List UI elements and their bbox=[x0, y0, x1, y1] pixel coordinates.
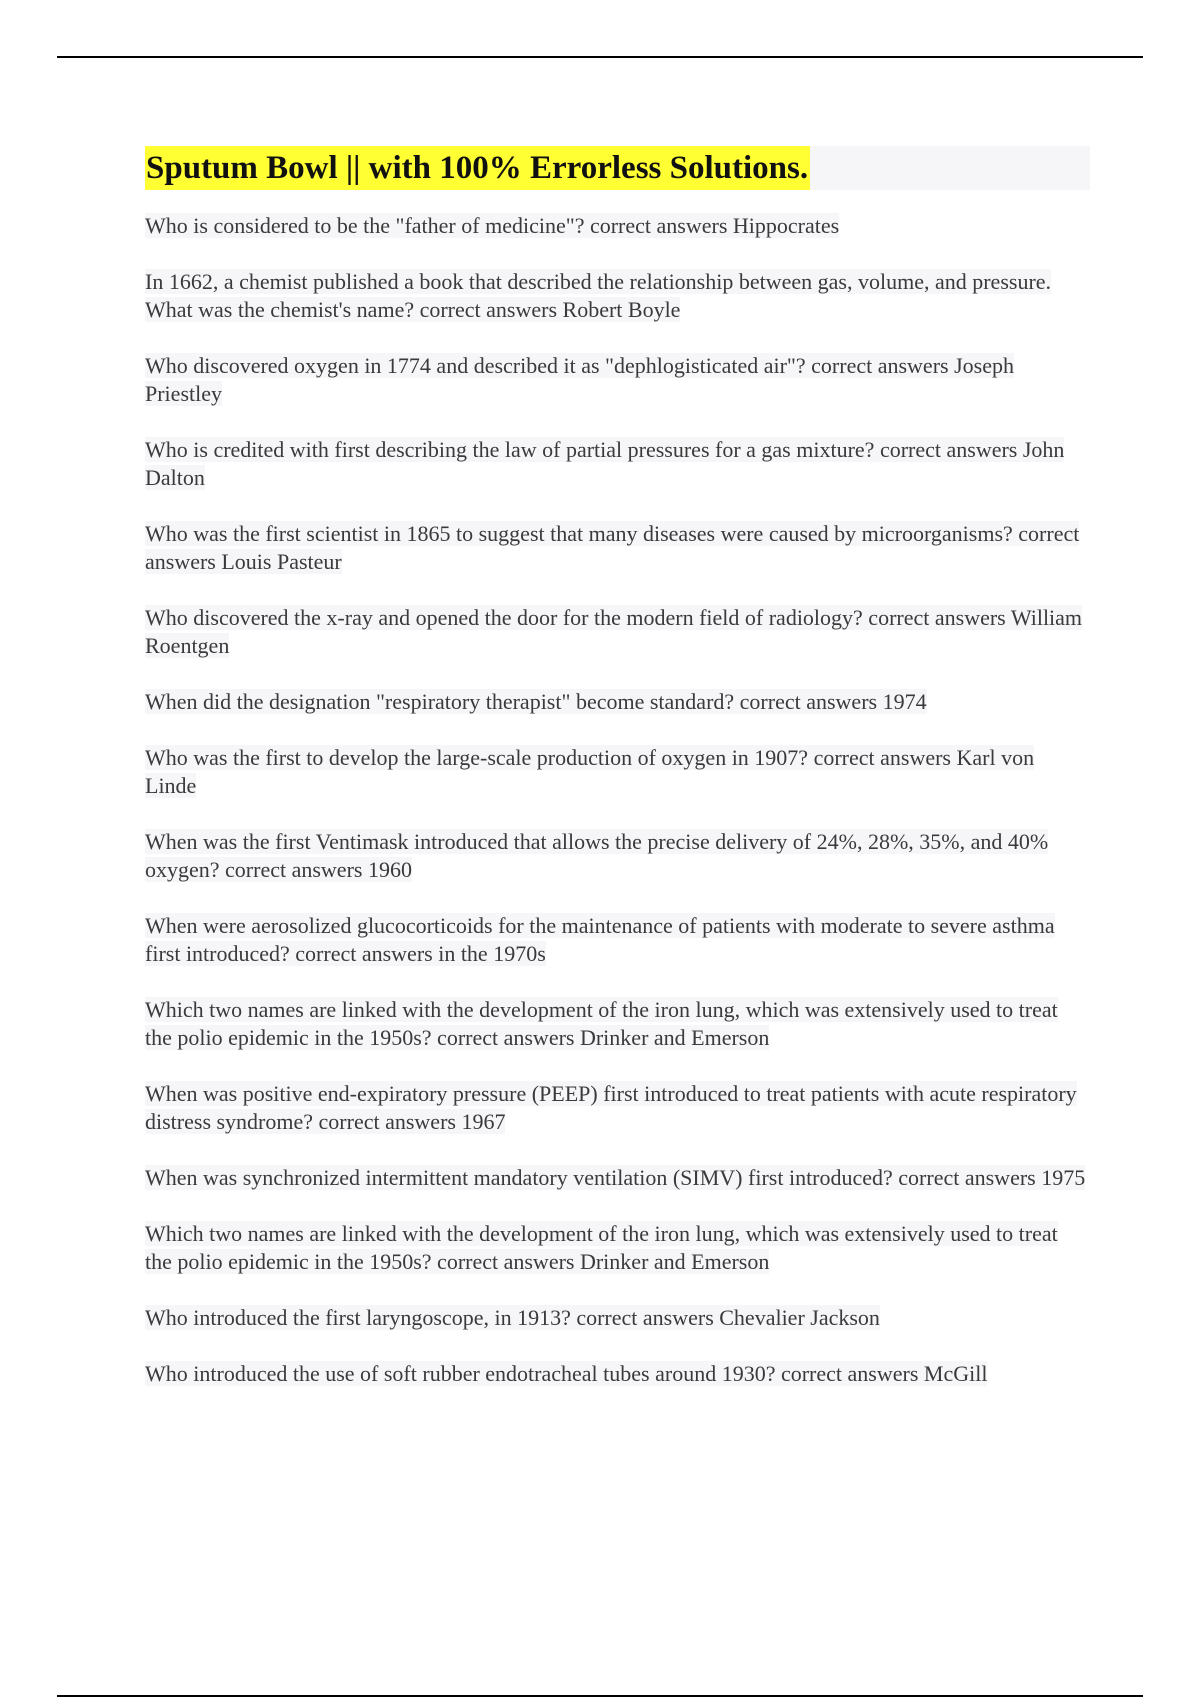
qa-item-text: When was synchronized intermittent mandatory ventilation (SIMV) first introduced? correct answers 1975 bbox=[145, 1165, 1086, 1190]
qa-item-9 bbox=[145, 828, 1090, 884]
qa-item-text: Who is considered to be the "father of medicine"? correct answers Hippocrates bbox=[145, 213, 840, 238]
qa-item-2 bbox=[145, 268, 1090, 324]
qa-item-text: Which two names are linked with the development of the iron lung, which was extensively used to treat the polio epidemic in the 1950s? correct answers Drinker and Emerson bbox=[145, 997, 1058, 1050]
qa-item-6 bbox=[145, 604, 1090, 660]
qa-item-14 bbox=[145, 1220, 1090, 1276]
qa-item-text: When was the first Ventimask introduced that allows the precise delivery of 24%, 28%, 35%, and 40% oxygen? correct answers 1960 bbox=[145, 829, 1049, 882]
qa-item-16 bbox=[145, 1360, 1090, 1388]
qa-item-text: In 1662, a chemist published a book that described the relationship between gas, volume, and pressure. What was the chemist's name? correct answers Robert Boyle bbox=[145, 269, 1052, 322]
qa-item-text: Who introduced the use of soft rubber endotracheal tubes around 1930? correct answers McGill bbox=[145, 1361, 988, 1386]
qa-item-text: Who is credited with first describing the law of partial pressures for a gas mixture? correct answers John Dalton bbox=[145, 437, 1065, 490]
qa-item-10 bbox=[145, 912, 1090, 968]
qa-item-8 bbox=[145, 744, 1090, 800]
document-body bbox=[145, 146, 1090, 1416]
qa-item-5 bbox=[145, 520, 1090, 576]
qa-item-7 bbox=[145, 688, 1090, 716]
qa-item-1 bbox=[145, 212, 1090, 240]
qa-item-15 bbox=[145, 1304, 1090, 1332]
qa-list bbox=[145, 212, 1090, 1388]
qa-item-text: Who was the first to develop the large-scale production of oxygen in 1907? correct answers Karl von Linde bbox=[145, 745, 1035, 798]
qa-item-text: Who discovered the x-ray and opened the door for the modern field of radiology? correct answers William Roentgen bbox=[145, 605, 1083, 658]
footer-rule bbox=[57, 1695, 1143, 1697]
qa-item-13 bbox=[145, 1164, 1090, 1192]
qa-item-text: Who was the first scientist in 1865 to suggest that many diseases were caused by microorganisms? correct answers Louis Pasteur bbox=[145, 521, 1080, 574]
qa-item-3 bbox=[145, 352, 1090, 408]
qa-item-text: Who discovered oxygen in 1774 and described it as "dephlogisticated air"? correct answers Joseph Priestley bbox=[145, 353, 1014, 406]
qa-item-text: When did the designation "respiratory therapist" become standard? correct answers 1974 bbox=[145, 689, 927, 714]
qa-item-11 bbox=[145, 996, 1090, 1052]
header-rule bbox=[57, 56, 1143, 58]
document-title: Sputum Bowl || with 100% Errorless Solutions. bbox=[145, 146, 810, 190]
qa-item-text: When were aerosolized glucocorticoids for the maintenance of patients with moderate to severe asthma first introduced? correct answers in the 1970s bbox=[145, 913, 1055, 966]
qa-item-text: Which two names are linked with the development of the iron lung, which was extensively used to treat the polio epidemic in the 1950s? correct answers Drinker and Emerson bbox=[145, 1221, 1058, 1274]
qa-item-text: Who introduced the first laryngoscope, in 1913? correct answers Chevalier Jackson bbox=[145, 1305, 880, 1330]
qa-item-text: When was positive end-expiratory pressure (PEEP) first introduced to treat patients with acute respiratory distress syndrome? correct answers 1967 bbox=[145, 1081, 1077, 1134]
title-band bbox=[145, 146, 1090, 190]
qa-item-4 bbox=[145, 436, 1090, 492]
qa-item-12 bbox=[145, 1080, 1090, 1136]
